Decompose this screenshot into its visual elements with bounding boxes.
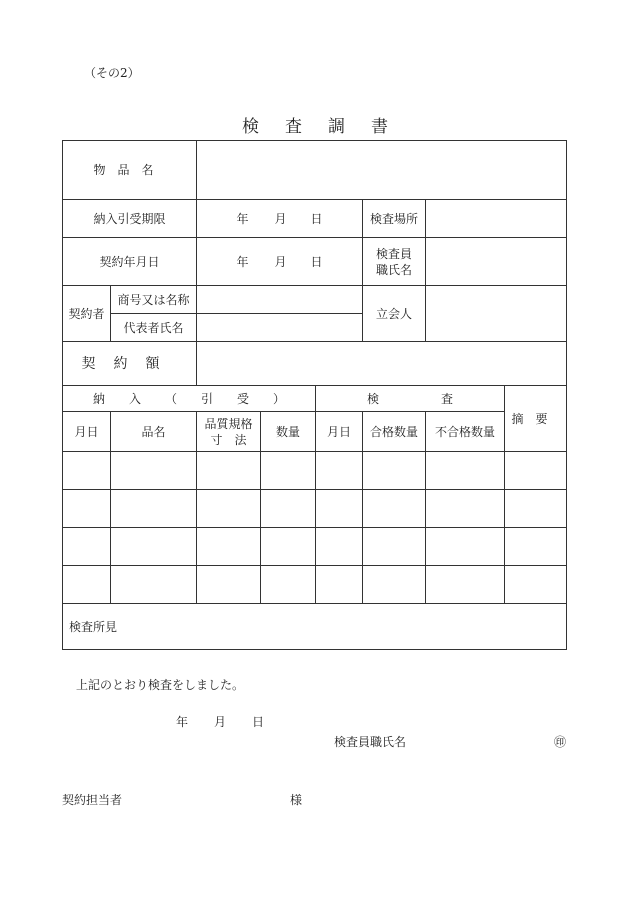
representative-label: 代表者氏名: [111, 314, 197, 342]
cell-inspection-date[interactable]: [316, 528, 363, 566]
findings-field[interactable]: [63, 604, 567, 650]
cell-spec[interactable]: [197, 452, 261, 490]
contractor-label: 契約者: [63, 286, 111, 342]
footer-month-label: 月: [214, 715, 227, 729]
cell-item[interactable]: [111, 566, 197, 604]
contract-date-field[interactable]: [197, 238, 363, 286]
item-name-label: 物品名: [63, 141, 197, 200]
day-label: 日: [310, 254, 323, 269]
year-label: 年: [236, 254, 249, 269]
cell-fail-quantity[interactable]: [426, 528, 505, 566]
col-pass-quantity-header: 合格数量: [363, 412, 426, 452]
witness-field[interactable]: [426, 286, 567, 342]
delivery-deadline-date-field[interactable]: [197, 200, 363, 238]
cell-item[interactable]: [111, 528, 197, 566]
cell-remarks[interactable]: [505, 566, 567, 604]
cell-quantity[interactable]: [261, 566, 316, 604]
completion-note: 上記のとおり検査をしました。: [76, 678, 245, 692]
footer-year-label: 年: [176, 715, 189, 729]
item-name-field[interactable]: [197, 141, 567, 200]
remarks-header: 摘要: [505, 386, 567, 452]
cell-item[interactable]: [111, 490, 197, 528]
cell-remarks[interactable]: [505, 490, 567, 528]
cell-pass-quantity[interactable]: [363, 490, 426, 528]
cell-spec[interactable]: [197, 528, 261, 566]
inspection-place-label: 検査場所: [363, 200, 426, 238]
cell-fail-quantity[interactable]: [426, 566, 505, 604]
cell-pass-quantity[interactable]: [363, 452, 426, 490]
cell-fail-quantity[interactable]: [426, 490, 505, 528]
cell-quantity[interactable]: [261, 490, 316, 528]
detail-group-header-row: [63, 386, 567, 412]
cell-quantity[interactable]: [261, 452, 316, 490]
findings-row: [63, 604, 567, 650]
cell-date[interactable]: [63, 566, 111, 604]
inspection-place-field[interactable]: [426, 200, 567, 238]
item-name-row: [63, 141, 567, 200]
cell-date[interactable]: [63, 490, 111, 528]
inspector-signature-label: 検査員職氏名: [334, 735, 407, 749]
table-row: [63, 490, 567, 528]
cell-date[interactable]: [63, 528, 111, 566]
day-label: 日: [310, 211, 323, 226]
company-name-label: 商号又は名称: [111, 286, 197, 314]
cell-inspection-date[interactable]: [316, 566, 363, 604]
footer-date: [176, 713, 264, 730]
delivery-deadline-row: [63, 200, 567, 238]
cell-inspection-date[interactable]: [316, 490, 363, 528]
company-name-row: [63, 286, 567, 314]
col-fail-quantity-header: 不合格数量: [426, 412, 505, 452]
cell-quantity[interactable]: [261, 528, 316, 566]
inspector-name-field[interactable]: [426, 238, 567, 286]
inspection-form-table: [62, 140, 567, 650]
col-date-header: 月日: [63, 412, 111, 452]
col-item-header: 品名: [111, 412, 197, 452]
col-inspection-date-header: 月日: [316, 412, 363, 452]
cell-spec[interactable]: [197, 490, 261, 528]
month-label: 月: [274, 254, 287, 269]
inspection-group-header: 検 査: [316, 386, 505, 412]
cell-remarks[interactable]: [505, 452, 567, 490]
document-title: 検査調書: [242, 117, 414, 137]
witness-label: 立会人: [363, 286, 426, 342]
inspector-title-label: 検査員 職氏名: [363, 238, 426, 286]
month-label: 月: [274, 211, 287, 226]
table-row: [63, 452, 567, 490]
col-quantity-header: 数量: [261, 412, 316, 452]
cell-pass-quantity[interactable]: [363, 528, 426, 566]
contract-amount-row: [63, 342, 567, 386]
col-spec-header: 品質規格 寸 法: [197, 412, 261, 452]
honorific-label: 様: [290, 793, 303, 807]
company-name-field[interactable]: [197, 286, 363, 314]
contract-amount-label: 契約額: [63, 342, 197, 386]
table-row: [63, 566, 567, 604]
detail-column-header-row: [63, 412, 567, 452]
cell-fail-quantity[interactable]: [426, 452, 505, 490]
findings-label: 検査所見: [69, 619, 118, 634]
contract-officer-label: 契約担当者: [62, 793, 123, 807]
cell-spec[interactable]: [197, 566, 261, 604]
cell-date[interactable]: [63, 452, 111, 490]
contract-amount-field[interactable]: [197, 342, 567, 386]
delivery-deadline-label: 納入引受期限: [63, 200, 197, 238]
table-row: [63, 528, 567, 566]
cell-pass-quantity[interactable]: [363, 566, 426, 604]
footer-day-label: 日: [252, 715, 265, 729]
contract-date-row: [63, 238, 567, 286]
contract-date-label: 契約年月日: [63, 238, 197, 286]
cell-inspection-date[interactable]: [316, 452, 363, 490]
representative-field[interactable]: [197, 314, 363, 342]
cell-item[interactable]: [111, 452, 197, 490]
seal-mark: ㊞: [554, 735, 567, 749]
page-label: （その2）: [84, 66, 140, 80]
delivery-group-header: 納 入 （ 引 受 ）: [63, 386, 316, 412]
cell-remarks[interactable]: [505, 528, 567, 566]
year-label: 年: [236, 211, 249, 226]
